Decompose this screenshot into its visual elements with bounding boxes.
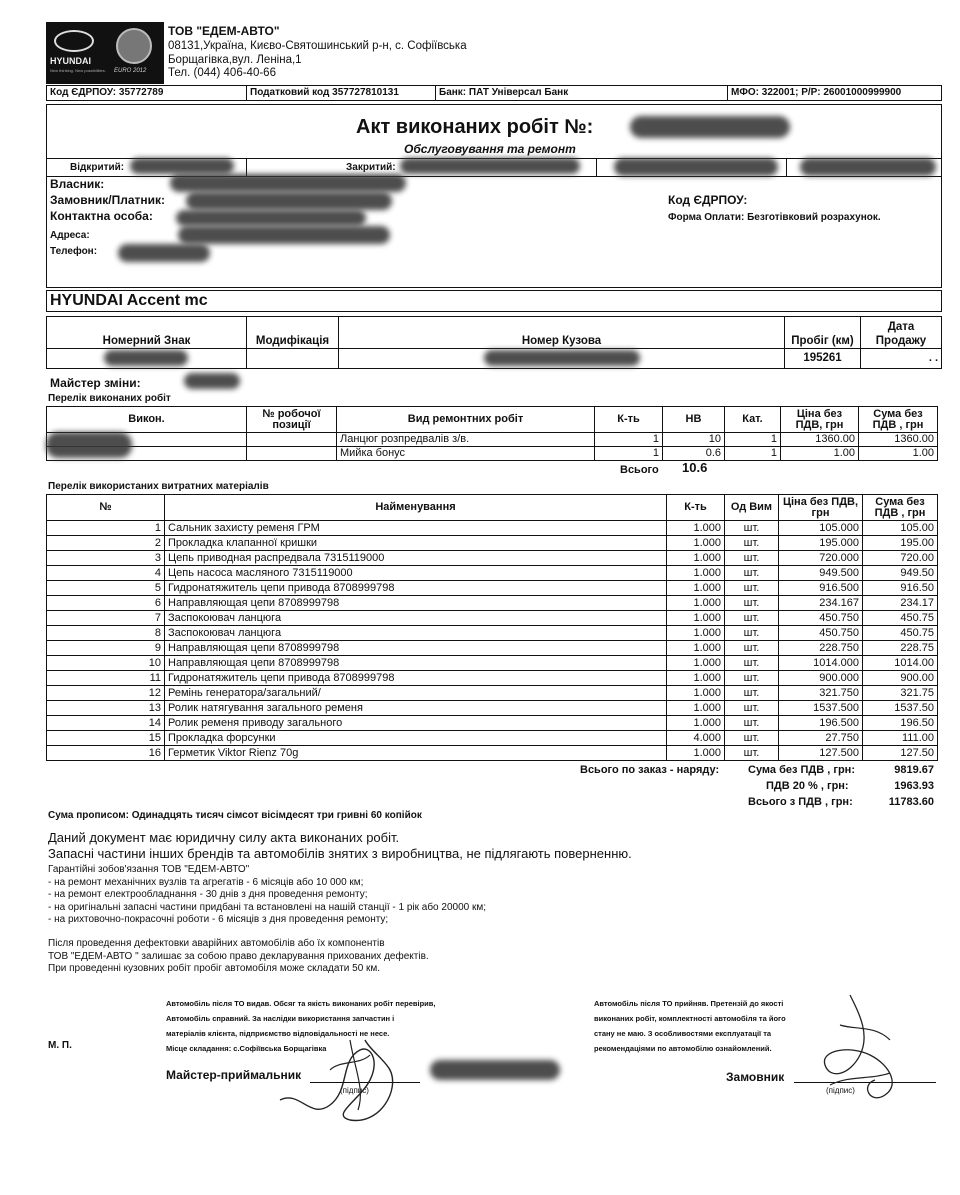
material-row xyxy=(47,701,938,716)
mat-name-header: Найменування xyxy=(165,495,667,521)
redacted-executor xyxy=(46,432,132,458)
order-total-label: Всього по заказ - наряду: xyxy=(580,764,720,776)
redacted-master-name xyxy=(430,1060,560,1080)
mat-qty-cell: 1.000 xyxy=(667,566,725,581)
material-row xyxy=(47,656,938,671)
edrpou: Код ЄДРПОУ: 35772789 xyxy=(50,87,164,98)
mat-unit-cell: шт. xyxy=(725,611,779,626)
amount-in-words: Сума прописом: Одинадцять тисяч сімсот вісімдесят три гривні 60 копійок xyxy=(48,810,422,821)
mat-qty-cell: 1.000 xyxy=(667,596,725,611)
mat-unit-cell: шт. xyxy=(725,686,779,701)
company-name: ТОВ "ЕДЕМ-АВТО" xyxy=(168,24,280,38)
warranty-line: - на ремонт електрообладнання - 30 днів з дня проведення ремонту; xyxy=(48,889,368,900)
mat-price-cell: 916.500 xyxy=(779,581,863,596)
works-pos-cell xyxy=(247,447,337,461)
mat-price-cell: 450.750 xyxy=(779,611,863,626)
redacted-address xyxy=(178,226,390,244)
material-row xyxy=(47,581,938,596)
vat-value: 1963.93 xyxy=(894,780,934,792)
material-row xyxy=(47,716,938,731)
sale-value: . . xyxy=(861,349,942,369)
mat-price-cell: 1014.000 xyxy=(779,656,863,671)
redacted-number xyxy=(630,116,790,138)
mat-no-cell: 2 xyxy=(47,536,165,551)
mat-name-cell: Прокладка клапанної кришки xyxy=(165,536,667,551)
mat-name-cell: Направляющая цепи 8708999798 xyxy=(165,656,667,671)
mat-unit-cell: шт. xyxy=(725,596,779,611)
mat-name-cell: Ролик натягування загального ременя xyxy=(165,701,667,716)
mat-no-cell: 1 xyxy=(47,521,165,536)
master-receiver-label: Майстер-приймальник xyxy=(166,1068,302,1082)
mat-price-cell: 195.000 xyxy=(779,536,863,551)
mat-unit-cell: шт. xyxy=(725,626,779,641)
mat-unit-cell: шт. xyxy=(725,641,779,656)
mat-qty-cell: 1.000 xyxy=(667,611,725,626)
redacted-owner xyxy=(170,174,406,192)
divider xyxy=(435,85,436,101)
mat-price-cell: 450.750 xyxy=(779,626,863,641)
mat-qty-cell: 4.000 xyxy=(667,731,725,746)
mat-name-cell: Направляющая цепи 8708999798 xyxy=(165,596,667,611)
customer-sign-caption: (підпис) xyxy=(826,1086,855,1095)
material-row xyxy=(47,521,938,536)
mat-sum-cell: 195.00 xyxy=(863,536,938,551)
mat-name-cell: Прокладка форсунки xyxy=(165,731,667,746)
works-pos-header: № робочої позиції xyxy=(247,407,337,433)
right-sign-text xyxy=(594,996,786,1056)
warranty-line: - на рихтовочно-покрасочні роботи - 6 місяців з дня проведення ремонту; xyxy=(48,914,389,925)
mat-sum-cell: 450.75 xyxy=(863,611,938,626)
mat-sum-cell: 1014.00 xyxy=(863,656,938,671)
works-executor-header: Викон. xyxy=(47,407,247,433)
net-value: 9819.67 xyxy=(894,764,934,776)
left-sign-line: Автомобіль після ТО видав. Обсяг та якість виконаних робіт перевірив, xyxy=(166,999,436,1008)
material-row xyxy=(47,596,938,611)
contact-label: Контактна особа: xyxy=(50,209,153,223)
after-block xyxy=(48,938,429,976)
master-sign-caption: (підпис) xyxy=(340,1086,369,1095)
divider xyxy=(727,85,728,101)
mat-name-cell: Направляющая цепи 8708999798 xyxy=(165,641,667,656)
material-row xyxy=(47,536,938,551)
mat-name-cell: Гидронатяжитель цепи привода 8708999798 xyxy=(165,581,667,596)
stamp-place: М. П. xyxy=(48,1040,72,1051)
mfo: МФО: 322001; Р/Р: 26001000999900 xyxy=(731,87,902,98)
works-nv-header: НВ xyxy=(663,407,725,433)
sale-header-2: Продажу xyxy=(875,335,927,347)
mat-price-cell: 900.000 xyxy=(779,671,863,686)
mat-no-cell: 13 xyxy=(47,701,165,716)
divider xyxy=(246,85,247,101)
works-cat-cell: 1 xyxy=(725,433,781,447)
phone-label: Телефон: xyxy=(50,246,98,257)
tax-code: Податковий код 357727810131 xyxy=(250,87,399,98)
mat-no-cell: 15 xyxy=(47,731,165,746)
mat-price-header: Ціна без ПДВ, грн xyxy=(779,495,863,521)
company-address-1: 08131,Україна, Києво-Святошинський р-н, с. Софіївська xyxy=(168,40,467,52)
works-pos-cell xyxy=(247,433,337,447)
mat-unit-cell: шт. xyxy=(725,581,779,596)
works-price-cell: 1.00 xyxy=(781,447,859,461)
works-nv-cell: 0.6 xyxy=(663,447,725,461)
mat-unit-cell: шт. xyxy=(725,656,779,671)
works-price-cell: 1360.00 xyxy=(781,433,859,447)
owner-label: Власник: xyxy=(50,177,105,191)
mat-name-cell: Гидронатяжитель цепи привода 8708999798 xyxy=(165,671,667,686)
mat-unit-cell: шт. xyxy=(725,671,779,686)
customer-sign-label: Замовник xyxy=(726,1070,785,1084)
divider xyxy=(786,158,787,176)
mat-unit-cell: шт. xyxy=(725,521,779,536)
sale-header-1: Дата xyxy=(887,321,915,333)
mat-unit-cell: шт. xyxy=(725,746,779,761)
mat-price-cell: 228.750 xyxy=(779,641,863,656)
mat-name-cell: Цепь насоса масляного 7315119000 xyxy=(165,566,667,581)
redacted-closed-3 xyxy=(800,158,936,176)
works-sum-cell: 1360.00 xyxy=(859,433,938,447)
mat-name-cell: Заспокоювач ланцюга xyxy=(165,626,667,641)
mat-no-cell: 6 xyxy=(47,596,165,611)
mat-price-cell: 1537.500 xyxy=(779,701,863,716)
mat-qty-cell: 1.000 xyxy=(667,536,725,551)
works-table xyxy=(46,406,938,461)
mat-unit-cell: шт. xyxy=(725,536,779,551)
opened-label: Відкритий: xyxy=(70,162,125,173)
gross-value: 11783.60 xyxy=(888,796,934,808)
mat-no-cell: 8 xyxy=(47,626,165,641)
mat-no-cell: 10 xyxy=(47,656,165,671)
warranty-line: - на оригінальні запасні частини придбані та встановлені на нашій станції - 1 рік або 20000 км; xyxy=(48,901,487,913)
payment-label: Форма Оплати: Безготівковий розрахунок. xyxy=(668,212,881,223)
mat-no-cell: 16 xyxy=(47,746,165,761)
logo-text: HYUNDAI xyxy=(50,56,92,66)
euro-text: EURO 2012 xyxy=(114,68,147,74)
mat-price-cell: 127.500 xyxy=(779,746,863,761)
redacted-customer xyxy=(186,192,392,210)
mat-no-cell: 9 xyxy=(47,641,165,656)
warranty-line: Гарантійні зобов'язання ТОВ "ЕДЕМ-АВТО" xyxy=(48,864,250,875)
materials-table xyxy=(46,494,938,761)
mat-unit-cell: шт. xyxy=(725,701,779,716)
redacted-plate xyxy=(104,350,188,366)
left-sign-line: матеріалів клієнта, підприємство відповідальності не несе. xyxy=(166,1029,390,1038)
works-sum-cell: 1.00 xyxy=(859,447,938,461)
after-line: ТОВ "ЕДЕМ-АВТО " залишає за собою право декларування прихованих дефектів. xyxy=(48,950,429,962)
redacted-closed xyxy=(400,158,580,174)
works-price-header: Ціна без ПДВ, грн xyxy=(781,407,859,433)
mat-no-header: № xyxy=(47,495,165,521)
works-total-value: 10.6 xyxy=(682,460,708,475)
mat-qty-cell: 1.000 xyxy=(667,626,725,641)
mileage-header: Пробіг (км) xyxy=(785,317,861,349)
page-title: Акт виконаних робіт №: xyxy=(356,116,594,138)
works-name-cell: Мийка бонус xyxy=(337,447,595,461)
mat-name-cell: Ролик ременя приводу загального xyxy=(165,716,667,731)
works-nv-cell: 10 xyxy=(663,433,725,447)
mat-price-cell: 949.500 xyxy=(779,566,863,581)
mat-unit-cell: шт. xyxy=(725,716,779,731)
mat-qty-header: К-ть xyxy=(667,495,725,521)
mat-qty-cell: 1.000 xyxy=(667,686,725,701)
redacted-body xyxy=(484,350,640,366)
mat-no-cell: 14 xyxy=(47,716,165,731)
mat-price-cell: 234.167 xyxy=(779,596,863,611)
redacted-closed-2 xyxy=(614,158,778,176)
material-row xyxy=(47,566,938,581)
mat-no-cell: 3 xyxy=(47,551,165,566)
mat-sum-cell: 916.50 xyxy=(863,581,938,596)
material-row xyxy=(47,731,938,746)
mat-unit-header: Од Вим xyxy=(725,495,779,521)
right-sign-line: виконаних робіт, комплектності автомобіля та його xyxy=(594,1014,786,1023)
left-sign-line: Автомобіль справний. За наслідки використання запчастин і xyxy=(166,1014,395,1023)
mat-price-cell: 720.000 xyxy=(779,551,863,566)
mat-sum-cell: 228.75 xyxy=(863,641,938,656)
mat-sum-cell: 234.17 xyxy=(863,596,938,611)
mat-price-cell: 105.000 xyxy=(779,521,863,536)
mat-no-cell: 5 xyxy=(47,581,165,596)
mat-sum-cell: 105.00 xyxy=(863,521,938,536)
mat-name-cell: Заспокоювач ланцюга xyxy=(165,611,667,626)
mat-sum-cell: 1537.50 xyxy=(863,701,938,716)
master-label: Майстер зміни: xyxy=(50,376,141,390)
after-line: При проведенні кузовних робіт пробіг автомобіля може складати 50 км. xyxy=(48,963,381,974)
mat-sum-cell: 127.50 xyxy=(863,746,938,761)
euro-ball-icon xyxy=(116,28,152,64)
customer-label: Замовник/Платник: xyxy=(50,193,166,207)
mat-sum-cell: 720.00 xyxy=(863,551,938,566)
mat-no-cell: 12 xyxy=(47,686,165,701)
logo-sub: New thinking. New possibilities. xyxy=(50,68,106,73)
mat-sum-cell: 196.50 xyxy=(863,716,938,731)
mat-unit-cell: шт. xyxy=(725,731,779,746)
material-row xyxy=(47,551,938,566)
mat-qty-cell: 1.000 xyxy=(667,716,725,731)
mat-sum-header: Сума без ПДВ , грн xyxy=(863,495,938,521)
body-header: Номер Кузова xyxy=(339,317,785,349)
works-title: Перелік виконаних робіт xyxy=(48,393,171,404)
mat-no-cell: 4 xyxy=(47,566,165,581)
right-sign-line: рекомендаціями по автомобілю ознайомлений. xyxy=(594,1044,772,1053)
redacted-master xyxy=(184,373,240,389)
closed-label: Закритий: xyxy=(346,162,396,173)
mat-qty-cell: 1.000 xyxy=(667,641,725,656)
mat-price-cell: 27.750 xyxy=(779,731,863,746)
mat-qty-cell: 1.000 xyxy=(667,551,725,566)
net-label: Сума без ПДВ , грн: xyxy=(748,764,855,776)
material-row xyxy=(47,686,938,701)
mat-name-cell: Ремінь генератора/загальний/ xyxy=(165,686,667,701)
works-sum-header: Сума без ПДВ , грн xyxy=(859,407,938,433)
subtitle: Обслуговування та ремонт xyxy=(404,142,576,156)
materials-title: Перелік використаних витратних матеріалів xyxy=(48,481,269,492)
master-signature-icon xyxy=(270,1020,430,1130)
logo-block xyxy=(46,22,164,84)
mat-sum-cell: 321.75 xyxy=(863,686,938,701)
mat-no-cell: 11 xyxy=(47,671,165,686)
address-label: Адреса: xyxy=(50,230,90,241)
mat-unit-cell: шт. xyxy=(725,566,779,581)
works-row xyxy=(47,447,938,461)
legal-line-2: Запасні частини інших брендів та автомобілів знятих з виробництва, не підлягають поверненню. xyxy=(48,846,632,861)
mat-name-cell: Герметик Viktor Rienz 70g xyxy=(165,746,667,761)
warranty-line: - на ремонт механічних вузлів та агрегатів - 6 місяців або 10 000 км; xyxy=(48,876,364,888)
works-name-cell: Ланцюг розпредвалів з/в. xyxy=(337,433,595,447)
divider xyxy=(596,158,597,176)
mileage-value: 195261 xyxy=(785,349,861,369)
legal-line-1: Даний документ має юридичну силу акта виконаних робіт. xyxy=(48,830,400,845)
mat-qty-cell: 1.000 xyxy=(667,746,725,761)
mat-sum-cell: 900.00 xyxy=(863,671,938,686)
hyundai-logo-icon xyxy=(54,30,94,52)
plate-header: Номерний Знак xyxy=(47,317,247,349)
mat-no-cell: 7 xyxy=(47,611,165,626)
mat-unit-cell: шт. xyxy=(725,551,779,566)
mat-name-cell: Сальник захисту ременя ГРМ xyxy=(165,521,667,536)
mat-sum-cell: 450.75 xyxy=(863,626,938,641)
material-row xyxy=(47,626,938,641)
edrpou-label: Код ЄДРПОУ: xyxy=(668,193,748,207)
works-cat-header: Кат. xyxy=(725,407,781,433)
modification-header: Модифікація xyxy=(247,317,339,349)
works-qty-cell: 1 xyxy=(595,447,663,461)
mat-price-cell: 196.500 xyxy=(779,716,863,731)
material-row xyxy=(47,671,938,686)
sale-header xyxy=(861,317,942,349)
gross-label: Всього з ПДВ , грн: xyxy=(748,796,853,808)
works-total-label: Всього xyxy=(620,464,659,476)
left-sign-line: Місце складання: с.Софіївська Борщагівка xyxy=(166,1044,327,1053)
mat-qty-cell: 1.000 xyxy=(667,701,725,716)
warranty-block xyxy=(48,864,486,927)
mat-name-cell: Цепь приводная распредвала 7315119000 xyxy=(165,551,667,566)
works-qty-cell: 1 xyxy=(595,433,663,447)
mat-qty-cell: 1.000 xyxy=(667,656,725,671)
bank-name: Банк: ПАТ Універсал Банк xyxy=(439,87,569,98)
mat-qty-cell: 1.000 xyxy=(667,581,725,596)
after-line: Після проведення дефектовки аварійних автомобілів або їх компонентів xyxy=(48,938,385,949)
customer-signature-icon xyxy=(800,985,930,1115)
material-row xyxy=(47,611,938,626)
redacted-phone xyxy=(118,244,210,262)
modification-cell xyxy=(247,349,339,369)
material-row xyxy=(47,641,938,656)
company-phone: Тел. (044) 406-40-66 xyxy=(168,67,276,79)
works-row xyxy=(47,433,938,447)
mat-qty-cell: 1.000 xyxy=(667,671,725,686)
redacted-contact xyxy=(176,210,366,226)
mat-qty-cell: 1.000 xyxy=(667,521,725,536)
company-address-2: Борщагівка,вул. Леніна,1 xyxy=(168,54,302,66)
right-sign-line: стану не маю. З особливостями експлуатації та xyxy=(594,1029,772,1038)
works-qty-header: К-ть xyxy=(595,407,663,433)
right-sign-line: Автомобіль після ТО прийняв. Претензій до якості xyxy=(594,999,784,1008)
redacted-opened xyxy=(130,158,234,174)
vat-label: ПДВ 20 % , грн: xyxy=(766,780,849,792)
works-type-header: Вид ремонтних робіт xyxy=(337,407,595,433)
works-cat-cell: 1 xyxy=(725,447,781,461)
vehicle-model: HYUNDAI Accent mc xyxy=(50,292,208,309)
mat-sum-cell: 111.00 xyxy=(863,731,938,746)
mat-price-cell: 321.750 xyxy=(779,686,863,701)
material-row xyxy=(47,746,938,761)
mat-sum-cell: 949.50 xyxy=(863,566,938,581)
